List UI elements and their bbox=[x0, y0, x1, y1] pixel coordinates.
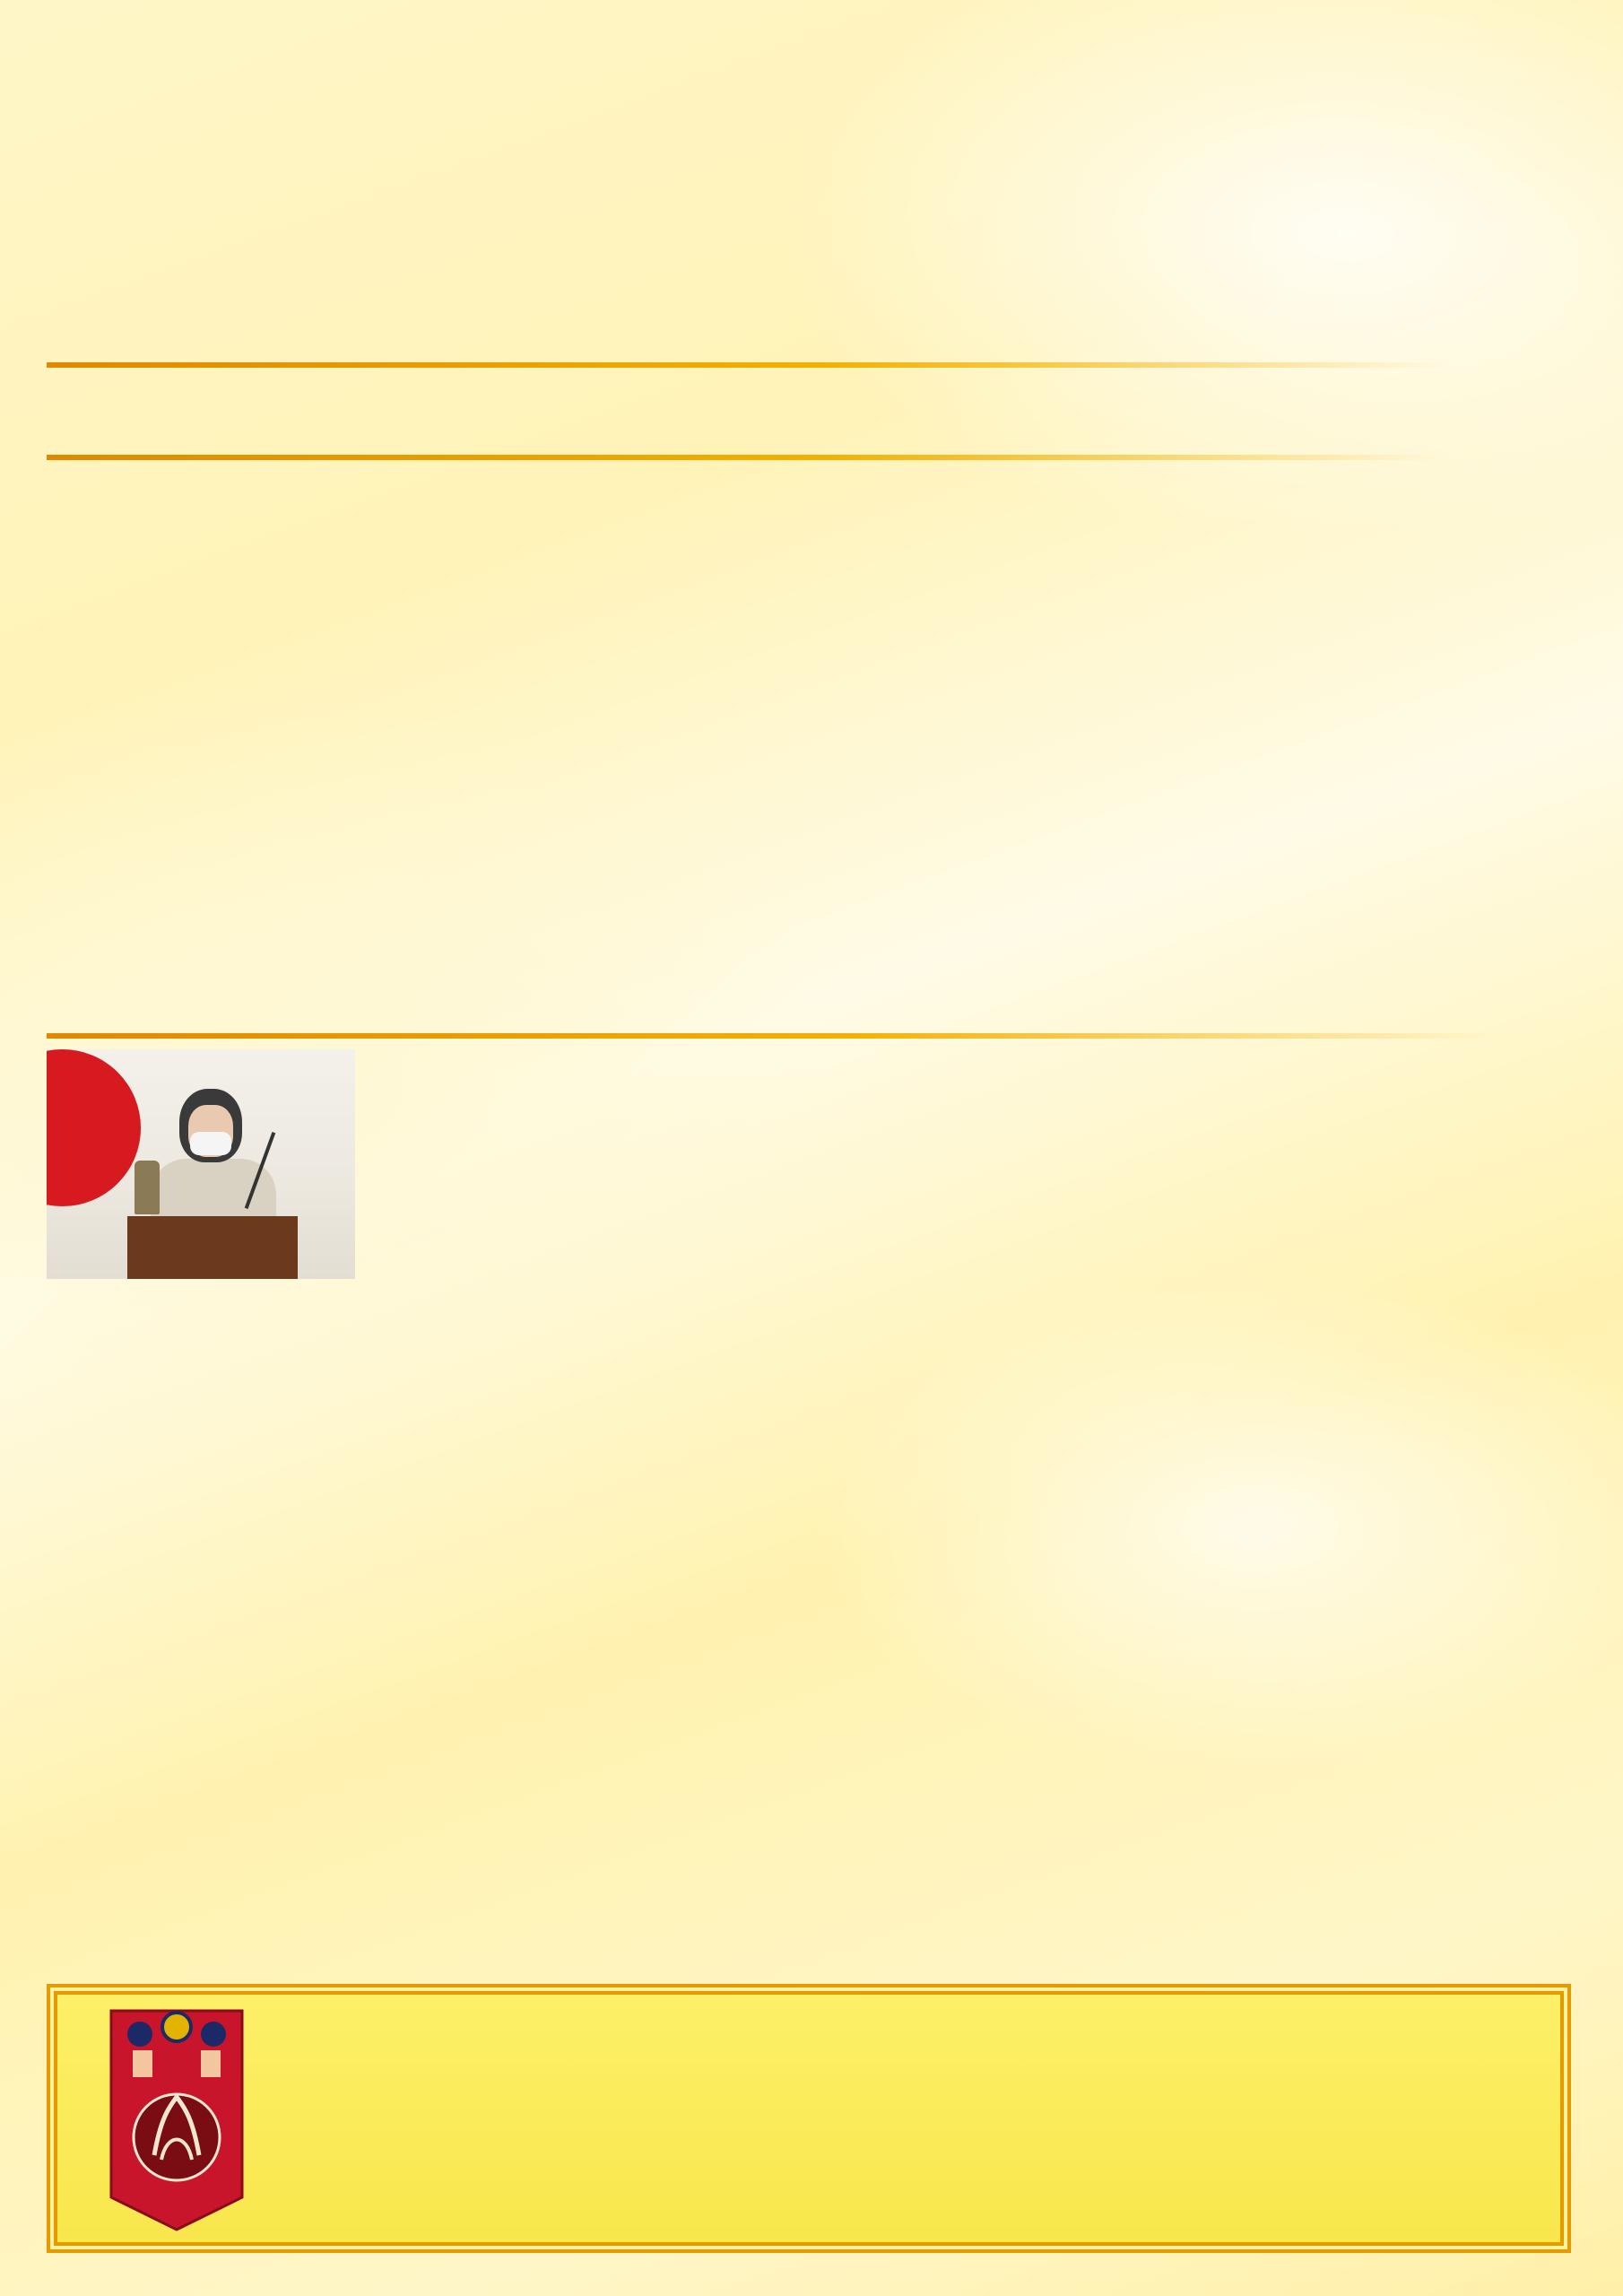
speaker-mask bbox=[190, 1132, 231, 1155]
heading-rule bbox=[47, 362, 1445, 368]
trophy-icon bbox=[135, 1161, 160, 1214]
speaker-photo bbox=[47, 1049, 355, 1279]
heading-rule bbox=[47, 455, 1445, 460]
podium bbox=[127, 1216, 298, 1279]
flag-red-circle bbox=[47, 1049, 141, 1206]
speech-heading bbox=[47, 1010, 63, 1040]
club-info-box bbox=[47, 1984, 1571, 2253]
heading-rule bbox=[47, 1033, 1499, 1039]
club-banner-icon bbox=[108, 2007, 246, 2231]
nikoniko-heading bbox=[47, 431, 63, 462]
attendance-heading bbox=[47, 339, 63, 370]
